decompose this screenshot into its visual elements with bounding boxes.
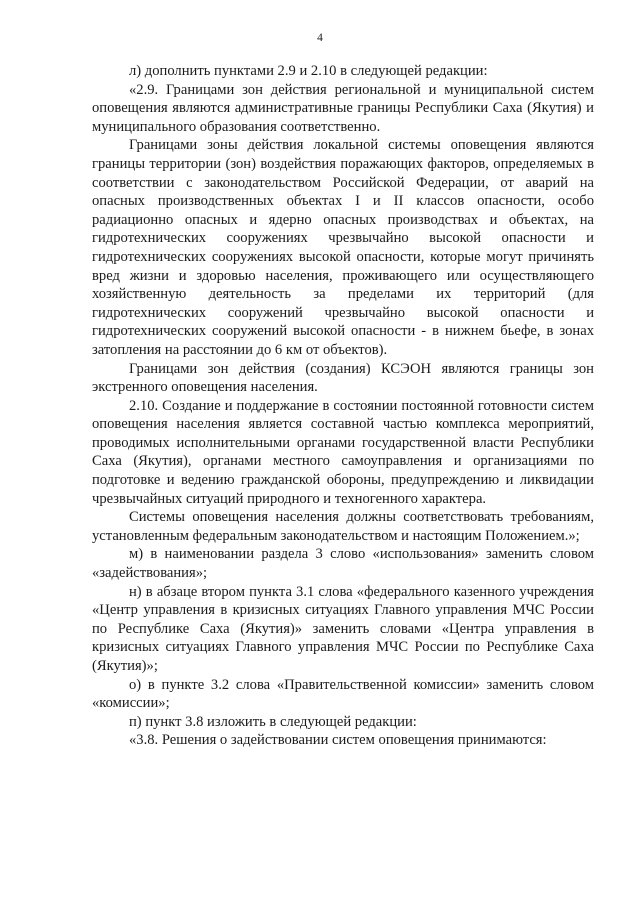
paragraph-item-m: м) в наименовании раздела 3 слово «использования» заменить словом «задействования»;	[92, 546, 594, 582]
page-number: 4	[317, 32, 323, 44]
paragraph-item-l: л) дополнить пунктами 2.9 и 2.10 в следующей редакции:	[129, 63, 488, 79]
paragraph-clause-3-8: «3.8. Решения о задействовании систем оповещения принимаются:	[129, 732, 547, 749]
paragraph-item-n: н) в абзаце втором пункта 3.1 слова «федерального казенного учреждения «Центр управления в кризисных ситуациях Главного управления МЧС России по Республике Саха (Якутия)» заменить словами «Центра управления в кризисных ситуациях Главного управления МЧС России по Республике Саха (Якутия)»;	[92, 583, 594, 674]
paragraph-kseon-zones: Границами зон действия (создания) КСЭОН являются границы зон экстренного оповещения населения.	[92, 360, 594, 396]
paragraph-item-o: о) в пункте 3.2 слова «Правительственной комиссии» заменить словом «комиссии»;	[92, 676, 594, 712]
paragraph-clause-2-10: 2.10. Создание и поддержание в состоянии постоянной готовности систем оповещения населения является составной частью комплекса мероприятий, проводимых исполнительными органами государственной власти Республики Саха (Якутия), органами местного самоуправления и организациями по подготовке и ведению гражданской обороны, предупреждению и ликвидации чрезвычайных ситуаций природного и техногенного характера.	[92, 397, 594, 507]
document-body	[92, 62, 594, 750]
paragraph-requirements: Системы оповещения населения должны соответствовать требованиям, установленным федеральным законодательством и настоящим Положением.»;	[92, 509, 594, 544]
paragraph-local-system-zones: Границами зоны действия локальной системы оповещения являются границы территории (зон) воздействия поражающих факторов, определяемых в соответствии с законодательством Российской Федерации, от аварий на опасных производственных объектах I и II классов опасности, особо радиационно опасных и ядерно опасных производствах и объектах, на гидротехнических сооружениях чрезвычайно высокой опасности и гидротехнических сооружениях высокой опасности, которые могут причинять вред жизни и здоровью населения, проживающего или осуществляющего хозяйственную деятельность за пределами их территорий (для гидротехнических сооружений чрезвычайно высокой опасности и гидротехнических сооружений высокой опасности - в нижнем бьефе, в зонах затопления на расстоянии до 6 км от объектов).	[92, 137, 594, 358]
paragraph-clause-2-9: «2.9. Границами зон действия региональной и муниципальной систем оповещения являются административные границы Республики Саха (Якутия) и муниципального образования соответственно.	[92, 81, 594, 135]
paragraph-item-p: п) пункт 3.8 изложить в следующей редакции:	[129, 713, 417, 730]
